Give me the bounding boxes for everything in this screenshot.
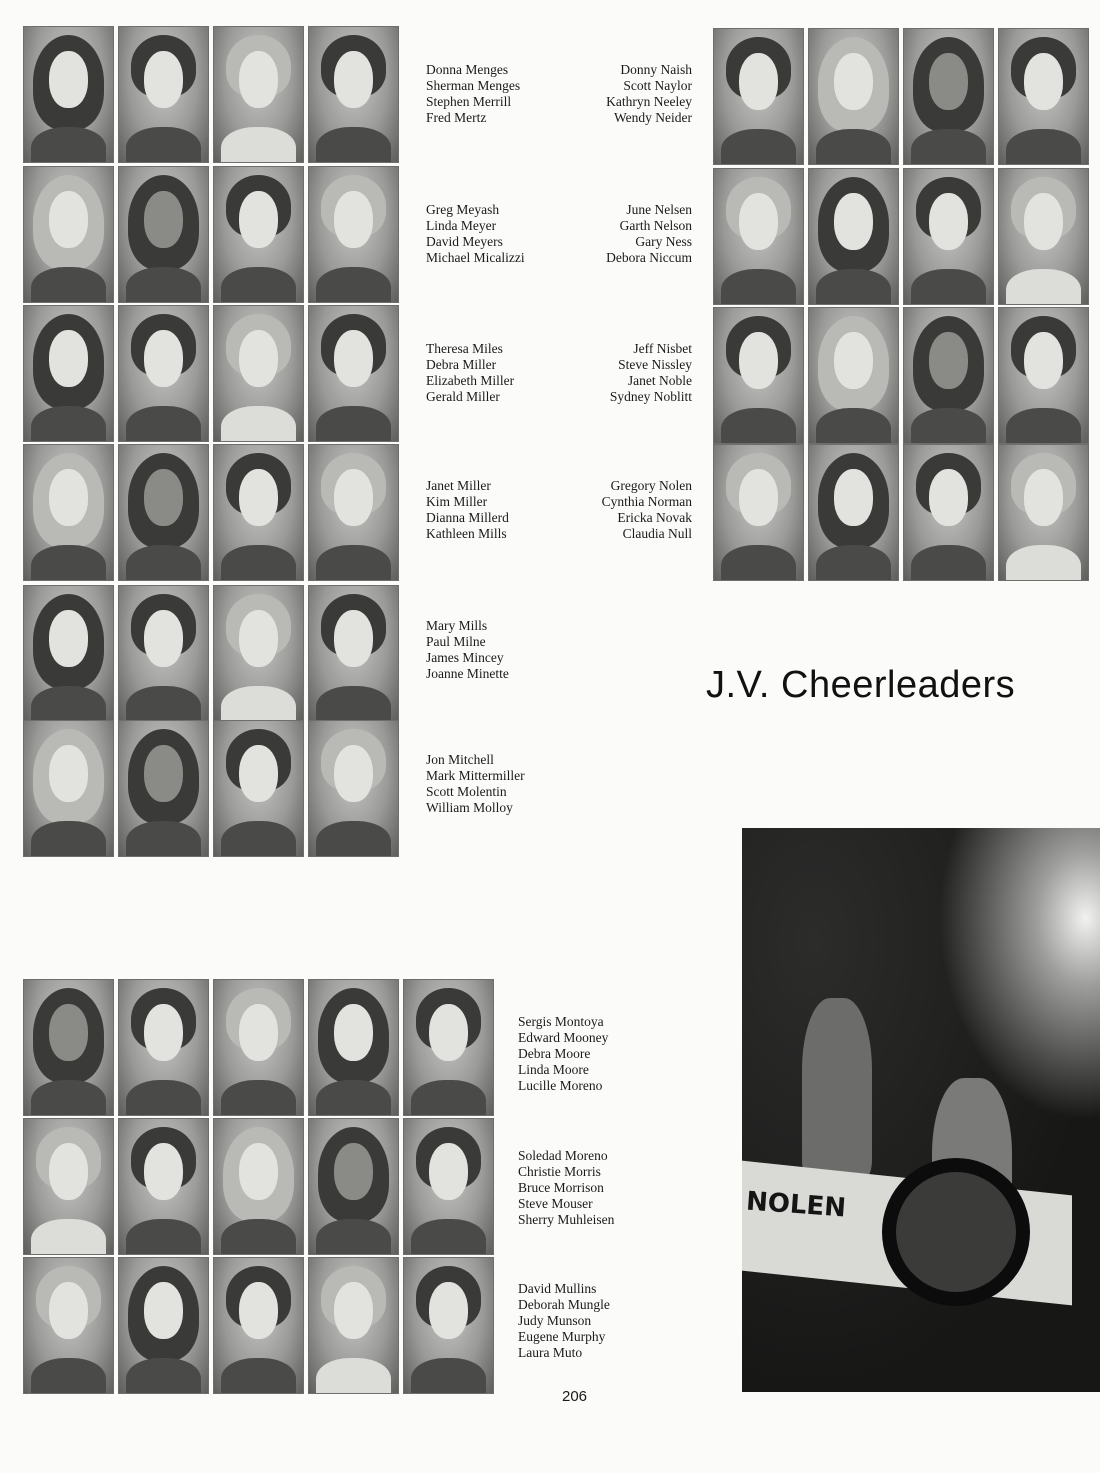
portrait-face bbox=[239, 1282, 278, 1339]
student-name: Soledad Moreno bbox=[518, 1148, 608, 1163]
student-portrait bbox=[23, 1257, 114, 1394]
page-number: 206 bbox=[562, 1388, 588, 1405]
student-portrait bbox=[118, 1257, 209, 1394]
student-name: Janet Miller bbox=[426, 478, 491, 493]
name-block bbox=[518, 1014, 608, 1094]
portrait-face bbox=[929, 53, 968, 110]
portrait-face bbox=[49, 191, 88, 248]
name-block bbox=[602, 478, 692, 542]
portrait-body bbox=[126, 686, 201, 722]
name-block bbox=[426, 618, 509, 682]
portrait-body bbox=[31, 1219, 106, 1255]
student-portrait bbox=[308, 166, 399, 303]
student-portrait bbox=[23, 585, 114, 722]
photo-row bbox=[713, 28, 1089, 165]
student-name: Eugene Murphy bbox=[518, 1329, 606, 1344]
student-portrait bbox=[808, 444, 899, 581]
student-name: Paul Milne bbox=[426, 634, 486, 649]
student-portrait bbox=[213, 1257, 304, 1394]
portrait-body bbox=[31, 686, 106, 722]
student-portrait bbox=[118, 26, 209, 163]
student-name: Laura Muto bbox=[518, 1345, 583, 1360]
student-portrait bbox=[213, 26, 304, 163]
portrait-face bbox=[49, 610, 88, 667]
portrait-body bbox=[1006, 269, 1081, 305]
photo-row bbox=[23, 585, 399, 722]
portrait-body bbox=[721, 545, 796, 581]
student-portrait bbox=[118, 1118, 209, 1255]
portrait-body bbox=[221, 545, 296, 581]
portrait-face bbox=[334, 1004, 373, 1061]
portrait-body bbox=[316, 821, 391, 857]
student-portrait bbox=[213, 585, 304, 722]
portrait-face bbox=[929, 193, 968, 250]
portrait-body bbox=[126, 267, 201, 303]
student-portrait bbox=[213, 1118, 304, 1255]
student-name: Steve Mouser bbox=[518, 1196, 593, 1211]
portrait-body bbox=[816, 129, 891, 165]
portrait-body bbox=[411, 1358, 486, 1394]
portrait-body bbox=[316, 127, 391, 163]
portrait-body bbox=[316, 1080, 391, 1116]
student-portrait bbox=[118, 720, 209, 857]
student-name: Garth Nelson bbox=[619, 218, 692, 233]
portrait-face bbox=[239, 610, 278, 667]
portrait-body bbox=[221, 267, 296, 303]
student-name: Kathryn Neeley bbox=[606, 94, 692, 109]
student-portrait bbox=[998, 444, 1089, 581]
student-name: Claudia Null bbox=[622, 526, 692, 541]
student-portrait bbox=[308, 1257, 399, 1394]
portrait-body bbox=[721, 269, 796, 305]
portrait-body bbox=[816, 408, 891, 444]
portrait-face bbox=[144, 330, 183, 387]
portrait-face bbox=[739, 193, 778, 250]
portrait-face bbox=[144, 191, 183, 248]
student-name: Sydney Noblitt bbox=[609, 389, 692, 404]
name-block bbox=[518, 1148, 614, 1228]
portrait-body bbox=[316, 267, 391, 303]
portrait-face bbox=[144, 610, 183, 667]
student-portrait bbox=[713, 168, 804, 305]
portrait-face bbox=[429, 1143, 468, 1200]
student-name: Deborah Mungle bbox=[518, 1297, 610, 1312]
portrait-face bbox=[239, 330, 278, 387]
student-portrait bbox=[808, 168, 899, 305]
student-name: Fred Mertz bbox=[426, 110, 487, 125]
student-portrait bbox=[118, 585, 209, 722]
student-portrait bbox=[213, 305, 304, 442]
student-name: Edward Mooney bbox=[518, 1030, 609, 1045]
student-name: Debra Moore bbox=[518, 1046, 591, 1061]
portrait-body bbox=[911, 408, 986, 444]
photo-row bbox=[23, 979, 494, 1116]
portrait-body bbox=[31, 1080, 106, 1116]
student-name: Sherman Menges bbox=[426, 78, 521, 93]
photo-row bbox=[23, 720, 399, 857]
portrait-face bbox=[49, 330, 88, 387]
portrait-body bbox=[1006, 545, 1081, 581]
portrait-body bbox=[31, 127, 106, 163]
portrait-body bbox=[816, 269, 891, 305]
student-name: Debora Niccum bbox=[606, 250, 692, 265]
portrait-body bbox=[31, 267, 106, 303]
portrait-face bbox=[144, 745, 183, 802]
portrait-face bbox=[49, 1282, 88, 1339]
portrait-body bbox=[221, 686, 296, 722]
portrait-face bbox=[334, 330, 373, 387]
student-name: Kim Miller bbox=[426, 494, 488, 509]
student-name: James Mincey bbox=[426, 650, 504, 665]
student-portrait bbox=[713, 28, 804, 165]
portrait-body bbox=[316, 1358, 391, 1394]
student-portrait bbox=[23, 1118, 114, 1255]
student-portrait bbox=[213, 720, 304, 857]
portrait-face bbox=[834, 469, 873, 526]
portrait-body bbox=[221, 1219, 296, 1255]
student-portrait bbox=[808, 307, 899, 444]
student-name: Kathleen Mills bbox=[426, 526, 507, 541]
student-portrait bbox=[23, 26, 114, 163]
student-portrait bbox=[23, 166, 114, 303]
student-name: Gary Ness bbox=[635, 234, 692, 249]
portrait-body bbox=[411, 1080, 486, 1116]
portrait-body bbox=[126, 127, 201, 163]
photo-row bbox=[713, 168, 1089, 305]
portrait-face bbox=[239, 469, 278, 526]
name-block bbox=[426, 62, 520, 126]
student-portrait bbox=[118, 305, 209, 442]
student-portrait bbox=[903, 444, 994, 581]
portrait-body bbox=[126, 1358, 201, 1394]
student-name: Bruce Morrison bbox=[518, 1180, 604, 1195]
student-portrait bbox=[213, 979, 304, 1116]
photo-row bbox=[23, 1257, 494, 1394]
name-block bbox=[518, 1281, 610, 1361]
portrait-body bbox=[721, 129, 796, 165]
portrait-face bbox=[1024, 53, 1063, 110]
student-portrait bbox=[308, 979, 399, 1116]
cheerleader-figure bbox=[802, 998, 872, 1178]
student-portrait bbox=[118, 444, 209, 581]
portrait-face bbox=[144, 1004, 183, 1061]
portrait-body bbox=[126, 1080, 201, 1116]
portrait-face bbox=[1024, 469, 1063, 526]
portrait-face bbox=[739, 469, 778, 526]
student-name: Stephen Merrill bbox=[426, 94, 512, 109]
student-portrait bbox=[903, 168, 994, 305]
portrait-body bbox=[1006, 408, 1081, 444]
portrait-face bbox=[239, 1143, 278, 1200]
portrait-face bbox=[1024, 193, 1063, 250]
name-block bbox=[426, 478, 509, 542]
student-portrait bbox=[808, 28, 899, 165]
student-portrait bbox=[308, 1118, 399, 1255]
portrait-face bbox=[834, 332, 873, 389]
portrait-face bbox=[1024, 332, 1063, 389]
student-name: William Molloy bbox=[426, 800, 513, 815]
portrait-body bbox=[316, 686, 391, 722]
student-name: Mary Mills bbox=[426, 618, 488, 633]
name-block bbox=[426, 341, 514, 405]
portrait-body bbox=[31, 406, 106, 442]
portrait-body bbox=[911, 269, 986, 305]
student-name: Ericka Novak bbox=[617, 510, 692, 525]
portrait-face bbox=[334, 1282, 373, 1339]
name-block bbox=[610, 341, 692, 405]
student-portrait bbox=[998, 168, 1089, 305]
student-name: Donny Naish bbox=[620, 62, 692, 77]
portrait-face bbox=[144, 469, 183, 526]
portrait-body bbox=[126, 1219, 201, 1255]
car-sign: NOLEN bbox=[745, 1186, 847, 1224]
student-name: Sergis Montoya bbox=[518, 1014, 604, 1029]
student-name: Jon Mitchell bbox=[426, 752, 494, 767]
portrait-face bbox=[239, 51, 278, 108]
student-portrait bbox=[213, 166, 304, 303]
portrait-face bbox=[429, 1282, 468, 1339]
student-portrait bbox=[403, 979, 494, 1116]
portrait-face bbox=[334, 469, 373, 526]
portrait-face bbox=[929, 469, 968, 526]
student-name: Jeff Nisbet bbox=[633, 341, 692, 356]
portrait-face bbox=[49, 1143, 88, 1200]
name-block bbox=[426, 202, 525, 266]
portrait-face bbox=[239, 191, 278, 248]
student-name: Cynthia Norman bbox=[601, 494, 692, 509]
student-name: Scott Naylor bbox=[623, 78, 692, 93]
student-name: Debra Miller bbox=[426, 357, 497, 372]
portrait-face bbox=[49, 745, 88, 802]
student-name: David Mullins bbox=[518, 1281, 597, 1296]
photo-row bbox=[23, 166, 399, 303]
student-name: Greg Meyash bbox=[426, 202, 500, 217]
student-name: Theresa Miles bbox=[426, 341, 503, 356]
portrait-body bbox=[411, 1219, 486, 1255]
student-name: Joanne Minette bbox=[426, 666, 509, 681]
portrait-face bbox=[334, 1143, 373, 1200]
portrait-body bbox=[31, 1358, 106, 1394]
student-portrait bbox=[23, 979, 114, 1116]
portrait-face bbox=[144, 1143, 183, 1200]
student-portrait bbox=[903, 307, 994, 444]
portrait-body bbox=[221, 127, 296, 163]
student-name: Judy Munson bbox=[518, 1313, 592, 1328]
student-name: Janet Noble bbox=[627, 373, 692, 388]
student-name: June Nelsen bbox=[626, 202, 692, 217]
student-name: Mark Mittermiller bbox=[426, 768, 525, 783]
student-portrait bbox=[903, 28, 994, 165]
portrait-face bbox=[334, 51, 373, 108]
portrait-face bbox=[334, 745, 373, 802]
student-name: Michael Micalizzi bbox=[426, 250, 525, 265]
student-name: Linda Meyer bbox=[426, 218, 497, 233]
student-name: Lucille Moreno bbox=[518, 1078, 603, 1093]
portrait-face bbox=[834, 53, 873, 110]
student-name: Linda Moore bbox=[518, 1062, 589, 1077]
student-portrait bbox=[308, 585, 399, 722]
portrait-face bbox=[49, 1004, 88, 1061]
portrait-face bbox=[739, 53, 778, 110]
student-portrait bbox=[998, 28, 1089, 165]
photo-row bbox=[23, 444, 399, 581]
photo-row bbox=[23, 26, 399, 163]
student-name: David Meyers bbox=[426, 234, 503, 249]
portrait-body bbox=[816, 545, 891, 581]
portrait-body bbox=[221, 1358, 296, 1394]
portrait-body bbox=[911, 545, 986, 581]
student-portrait bbox=[308, 720, 399, 857]
student-name: Gregory Nolen bbox=[610, 478, 692, 493]
student-name: Dianna Millerd bbox=[426, 510, 509, 525]
portrait-body bbox=[316, 1219, 391, 1255]
portrait-face bbox=[834, 193, 873, 250]
student-portrait bbox=[403, 1118, 494, 1255]
portrait-face bbox=[49, 469, 88, 526]
student-name: Sherry Muhleisen bbox=[518, 1212, 615, 1227]
portrait-face bbox=[239, 745, 278, 802]
student-name: Christie Morris bbox=[518, 1164, 601, 1179]
student-name: Scott Molentin bbox=[426, 784, 507, 799]
student-portrait bbox=[403, 1257, 494, 1394]
student-name: Elizabeth Miller bbox=[426, 373, 515, 388]
portrait-body bbox=[126, 821, 201, 857]
student-portrait bbox=[213, 444, 304, 581]
photo-row bbox=[713, 444, 1089, 581]
student-portrait bbox=[23, 444, 114, 581]
portrait-face bbox=[334, 191, 373, 248]
portrait-face bbox=[239, 1004, 278, 1061]
portrait-face bbox=[929, 332, 968, 389]
student-name: Gerald Miller bbox=[426, 389, 500, 404]
section-heading: J.V. Cheerleaders bbox=[706, 664, 1016, 706]
car-wheel bbox=[882, 1158, 1030, 1306]
portrait-body bbox=[316, 545, 391, 581]
student-portrait bbox=[713, 444, 804, 581]
student-name: Donna Menges bbox=[426, 62, 509, 77]
student-name: Wendy Neider bbox=[613, 110, 692, 125]
portrait-face bbox=[429, 1004, 468, 1061]
student-portrait bbox=[308, 444, 399, 581]
portrait-body bbox=[221, 406, 296, 442]
portrait-body bbox=[126, 545, 201, 581]
photo-row bbox=[23, 305, 399, 442]
name-block bbox=[606, 202, 692, 266]
portrait-face bbox=[144, 51, 183, 108]
student-portrait bbox=[308, 26, 399, 163]
student-portrait bbox=[308, 305, 399, 442]
portrait-body bbox=[316, 406, 391, 442]
portrait-body bbox=[126, 406, 201, 442]
student-portrait bbox=[118, 979, 209, 1116]
portrait-body bbox=[721, 408, 796, 444]
portrait-body bbox=[31, 821, 106, 857]
student-portrait bbox=[23, 720, 114, 857]
portrait-face bbox=[49, 51, 88, 108]
student-portrait bbox=[23, 305, 114, 442]
name-block bbox=[606, 62, 692, 126]
student-name: Steve Nissley bbox=[618, 357, 692, 372]
portrait-body bbox=[31, 545, 106, 581]
portrait-face bbox=[739, 332, 778, 389]
student-portrait bbox=[118, 166, 209, 303]
name-block bbox=[426, 752, 525, 816]
student-portrait bbox=[713, 307, 804, 444]
portrait-body bbox=[911, 129, 986, 165]
portrait-face bbox=[334, 610, 373, 667]
portrait-face bbox=[144, 1282, 183, 1339]
cheerleaders-photo bbox=[742, 828, 1100, 1392]
portrait-body bbox=[1006, 129, 1081, 165]
portrait-body bbox=[221, 1080, 296, 1116]
portrait-body bbox=[221, 821, 296, 857]
photo-row bbox=[23, 1118, 494, 1255]
student-portrait bbox=[998, 307, 1089, 444]
photo-row bbox=[713, 307, 1089, 444]
